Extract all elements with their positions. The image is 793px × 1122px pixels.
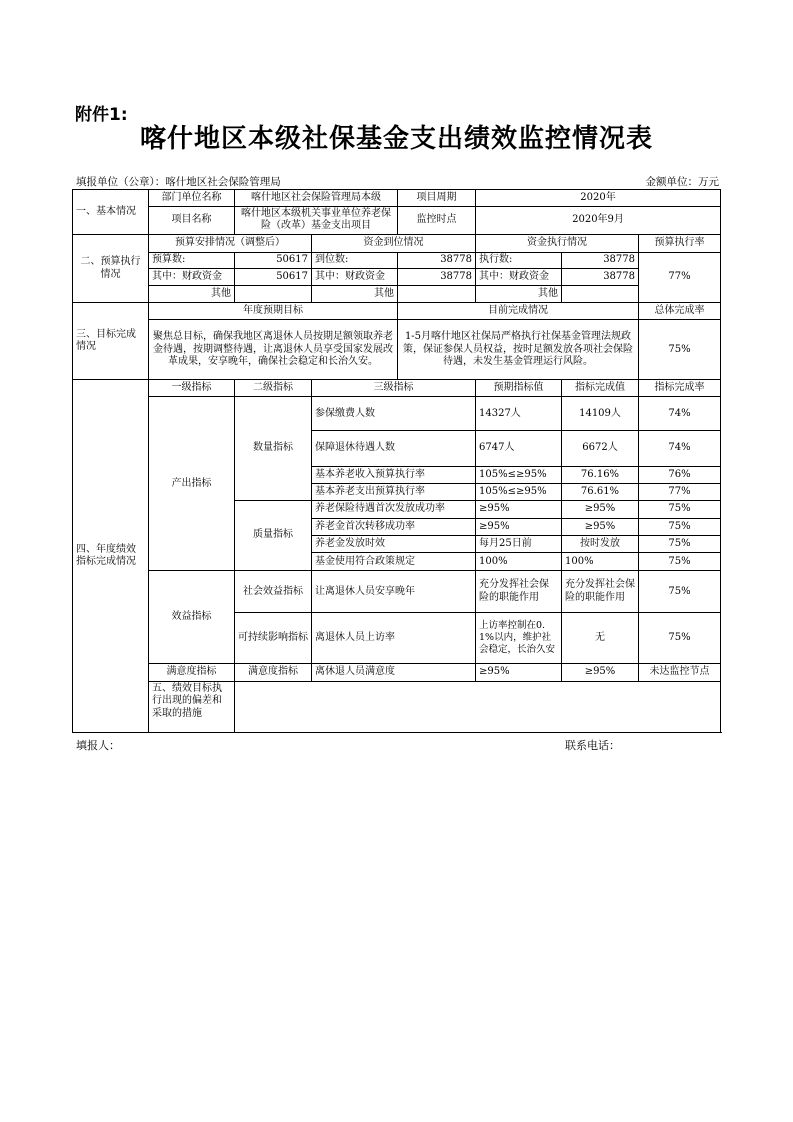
level3-name: 离退休人员上访率 <box>312 613 476 664</box>
level2-quantity: 数量指标 <box>235 397 312 501</box>
arrival-label: 到位数: <box>312 253 398 269</box>
monitor-label: 监控时点 <box>398 207 476 235</box>
indicator-rate: 74% <box>639 431 721 466</box>
actual-value: 按时发放 <box>562 536 639 553</box>
level2-sustainable: 可持续影响指标 <box>235 613 312 664</box>
exec-num: 38778 <box>562 253 639 269</box>
indicator-rate: 75% <box>639 613 721 664</box>
level3-name: 基本养老收入预算执行率 <box>312 466 476 483</box>
phone-label: 联系电话： <box>565 739 620 752</box>
col-annual-goal: 年度预期目标 <box>149 303 398 320</box>
expected-value: 105%≤≥95% <box>476 483 562 500</box>
expected-value: 上访率控制在0.1%以内，维护社会稳定，长治久安 <box>476 613 562 664</box>
exec-label: 执行数: <box>476 253 562 269</box>
col-budget: 预算安排情况（调整后） <box>149 234 312 252</box>
fill-unit: 填报单位（公章）：喀什地区社会保险管理局 <box>76 176 281 188</box>
indicator-rate: 未达监控节点 <box>639 664 721 681</box>
table-row <box>73 397 721 431</box>
expected-value: ≥95% <box>476 519 562 536</box>
level1-benefit: 效益指标 <box>149 571 235 664</box>
indicator-rate: 75% <box>639 500 721 518</box>
expected-value: 每月25日前 <box>476 536 562 553</box>
section-budget: 二、预算执行情况 <box>73 234 149 302</box>
expected-value: 14327人 <box>476 397 562 431</box>
budget-rate: 77% <box>639 253 721 303</box>
other-label-3: 其他 <box>476 286 562 303</box>
filler-label: 填报人： <box>76 739 120 752</box>
expected-value: ≥95% <box>476 664 562 681</box>
level2-satisfaction: 满意度指标 <box>235 664 312 681</box>
actual-value: 76.61% <box>562 483 639 500</box>
fin-label-2: 其中：财政资金 <box>312 269 398 286</box>
expected-value: 充分发挥社会保险的职能作用 <box>476 571 562 613</box>
arrival-num: 38778 <box>398 253 476 269</box>
indicator-rate: 75% <box>639 536 721 553</box>
fin-num-1: 50617 <box>235 269 312 286</box>
indicator-rate: 75% <box>639 519 721 536</box>
level3-name: 基本养老支出预算执行率 <box>312 483 476 500</box>
indicator-rate: 74% <box>639 397 721 431</box>
deviation-content <box>235 681 721 733</box>
level2-social: 社会效益指标 <box>235 571 312 613</box>
period-value: 2020年 <box>476 190 721 207</box>
col-exec: 资金执行情况 <box>476 234 639 252</box>
expected-value: 100% <box>476 553 562 571</box>
level1-output: 产出指标 <box>149 397 235 571</box>
expected-value: ≥95% <box>476 500 562 518</box>
actual-value: ≥95% <box>562 500 639 518</box>
section-deviation: 五、绩效目标执行出现的偏差和采取的措施 <box>149 681 235 733</box>
other-label-1: 其他 <box>149 286 235 303</box>
dept-label: 部门单位名称 <box>149 190 235 207</box>
col-level2: 二级指标 <box>235 380 312 397</box>
level3-name: 养老保险待遇首次发放成功率 <box>312 500 476 518</box>
section-goal: 三、目标完成情况 <box>73 303 149 380</box>
expected-value: 6747人 <box>476 431 562 466</box>
actual-value: 充分发挥社会保险的职能作用 <box>562 571 639 613</box>
level3-name: 基金使用符合政策规定 <box>312 553 476 571</box>
actual-value: ≥95% <box>562 519 639 536</box>
col-expected: 预期指标值 <box>476 380 562 397</box>
indicator-rate: 75% <box>639 553 721 571</box>
level3-name: 参保缴费人数 <box>312 397 476 431</box>
indicator-rate: 77% <box>639 483 721 500</box>
table-row <box>73 664 721 681</box>
actual-value: 6672人 <box>562 431 639 466</box>
expected-value: 105%≤≥95% <box>476 466 562 483</box>
actual-value: ≥95% <box>562 664 639 681</box>
current-status-text: 1-5月喀什地区社保局严格执行社保基金管理法规政策，保证参保人员权益，按时足额发放各项社会保险待遇，未发生基金管理运行风险。 <box>398 320 639 380</box>
overall-rate: 75% <box>639 320 721 380</box>
budget-num: 50617 <box>235 253 312 269</box>
indicator-rate: 75% <box>639 571 721 613</box>
project-label: 项目名称 <box>149 207 235 235</box>
level1-satisfaction: 满意度指标 <box>149 664 235 681</box>
col-current-status: 目前完成情况 <box>398 303 639 320</box>
level3-name: 养老金发放时效 <box>312 536 476 553</box>
level3-name: 让离退休人员安享晚年 <box>312 571 476 613</box>
fin-label-3: 其中：财政资金 <box>476 269 562 286</box>
col-level1: 一级指标 <box>149 380 235 397</box>
annual-goal-text: 聚焦总目标，确保我地区离退休人员按期足额领取养老金待遇，按期调整待遇，让离退休人员享受国家发展改革成果，安享晚年，确保社会稳定和长治久安。 <box>149 320 398 380</box>
budget-num-label: 预算数: <box>149 253 235 269</box>
actual-value: 无 <box>562 613 639 664</box>
col-budget-rate: 预算执行率 <box>639 234 721 252</box>
col-indicator-rate: 指标完成率 <box>639 380 721 397</box>
monitor-value: 2020年9月 <box>476 207 721 235</box>
indicator-rate: 76% <box>639 466 721 483</box>
actual-value: 14109人 <box>562 397 639 431</box>
page-title: 喀什地区本级社保基金支出绩效监控情况表 <box>139 124 653 154</box>
project-value: 喀什地区本级机关事业单位养老保险（改革）基金支出项目 <box>235 207 398 235</box>
level3-name: 保障退休待遇人数 <box>312 431 476 466</box>
fin-num-3: 38778 <box>562 269 639 286</box>
level3-name: 养老金首次转移成功率 <box>312 519 476 536</box>
col-actual: 指标完成值 <box>562 380 639 397</box>
table-row <box>73 571 721 613</box>
level2-quality: 质量指标 <box>235 500 312 571</box>
col-arrival: 资金到位情况 <box>312 234 476 252</box>
monitoring-table <box>72 189 721 733</box>
dept-value: 喀什地区社会保险管理局本级 <box>235 190 398 207</box>
other-label-2: 其他 <box>312 286 398 303</box>
col-level3: 三级指标 <box>312 380 476 397</box>
level3-name: 离休退人员满意度 <box>312 664 476 681</box>
col-overall-rate: 总体完成率 <box>639 303 721 320</box>
period-label: 项目周期 <box>398 190 476 207</box>
section-basic: 一、基本情况 <box>73 190 149 235</box>
actual-value: 100% <box>562 553 639 571</box>
attachment-label: 附件1: <box>75 105 128 125</box>
amount-unit: 金额单位：万元 <box>645 176 719 188</box>
fin-num-2: 38778 <box>398 269 476 286</box>
section-indicators: 四、年度绩效指标完成情况 <box>73 380 149 733</box>
fin-label-1: 其中：财政资金 <box>149 269 235 286</box>
actual-value: 76.16% <box>562 466 639 483</box>
